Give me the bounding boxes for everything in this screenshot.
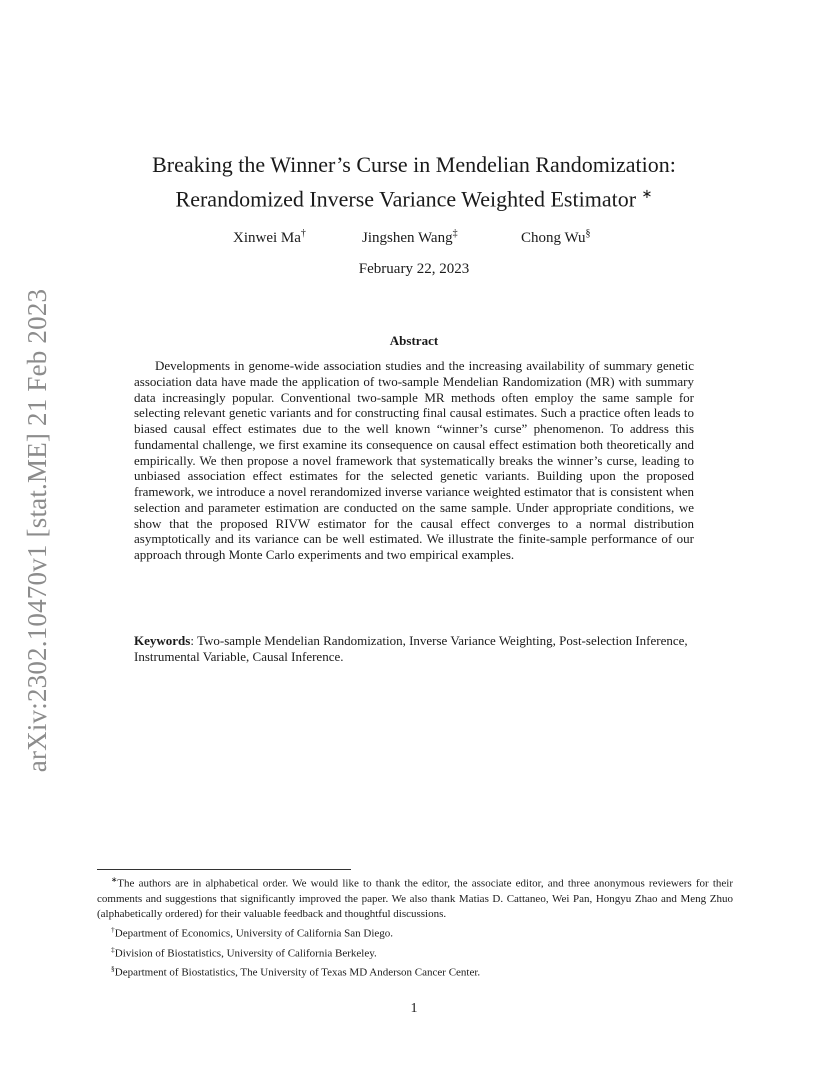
abstract-heading: Abstract <box>389 333 439 348</box>
keywords-text: : Two-sample Mendelian Randomization, Inverse Variance Weighting, Post-selection Inference, Instrumental Variable, Causal Inference. <box>134 633 688 664</box>
footnote-text: The authors are in alphabetical order. We would like to thank the editor, the associate editor, and three anonymous reviewers for their comments and suggestions that significantly improved the paper. We also thank Matias D. Cattaneo, Wei Pan, Hongyu Zhao and Meng Zhuo (alphabetically ordered) for their valuable feedback and thoughtful discussions. <box>97 877 733 920</box>
author-1-mark: † <box>300 228 306 239</box>
author-1-name: Xinwei Ma <box>233 230 301 246</box>
author-3 <box>521 228 591 247</box>
footnote-mark: § <box>111 964 115 974</box>
keywords <box>134 633 694 665</box>
footnote-affiliation-3 <box>97 961 733 981</box>
author-2-mark: ‡ <box>452 228 458 239</box>
title-footnote-mark: ∗ <box>641 186 653 201</box>
author-2-name: Jingshen Wang <box>362 230 453 246</box>
author-1 <box>233 228 306 247</box>
abstract-body: Developments in genome-wide association studies and the increasing availability of summary genetic association data have made the application of two-sample Mendelian Randomization (MR) with summary data increasingly popular. Conventional two-sample MR methods often employ the same sample for selecting relevant genetic variants and for constructing final causal estimates. Such a practice often leads to biased causal effect estimates due to the well known “winner’s curse” phenomenon. To address this fundamental challenge, we first examine its consequence on causal effect estimation both theoretically and empirically. We then propose a novel framework that systematically breaks the winner’s curse, leading to unbiased association effect estimates for the selected genetic variants. Building upon the proposed framework, we introduce a novel rerandomized inverse variance weighted estimator that is consistent when selection and parameter estimation are conducted on the same sample. Under appropriate conditions, we show that the proposed RIVW estimator for the causal effect converges to a normal distribution asymptotically and its variance can be well estimated. We illustrate the finite-sample performance of our approach through Monte Carlo experiments and two empirical examples. <box>134 358 694 562</box>
footnote-mark: ‡ <box>111 944 115 954</box>
footnotes <box>97 872 733 981</box>
footnote-mark: ∗ <box>111 875 118 884</box>
page-number: 1 <box>410 1001 418 1016</box>
author-3-mark: § <box>585 228 591 239</box>
footnote-acknowledgement <box>97 872 733 922</box>
author-list <box>0 228 828 250</box>
title-line-2 <box>100 179 728 213</box>
footnote-text: Department of Biostatistics, The University of Texas MD Anderson Cancer Center. <box>114 967 481 980</box>
keywords-label: Keywords <box>134 633 191 648</box>
arxiv-identifier-stamp <box>18 280 58 780</box>
footnote-affiliation-2 <box>97 942 733 962</box>
author-2 <box>362 228 458 247</box>
paper-date: February 22, 2023 <box>358 261 470 277</box>
footnote-text: Department of Economics, University of California San Diego. <box>114 927 394 940</box>
footnote-mark: † <box>111 924 115 934</box>
author-3-name: Chong Wu <box>521 230 586 246</box>
title-line-2-text: Rerandomized Inverse Variance Weighted Estimator <box>175 186 637 212</box>
arxiv-identifier-text: arXiv:2302.10470v1 [stat.ME] 21 Feb 2023 <box>22 288 53 772</box>
paper-title <box>100 150 728 213</box>
footnote-text: Division of Biostatistics, University of California Berkeley. <box>114 947 377 960</box>
title-line-1: Breaking the Winner’s Curse in Mendelian Randomization: <box>152 152 676 177</box>
footnote-affiliation-1 <box>97 922 733 942</box>
footnote-rule <box>97 869 351 870</box>
